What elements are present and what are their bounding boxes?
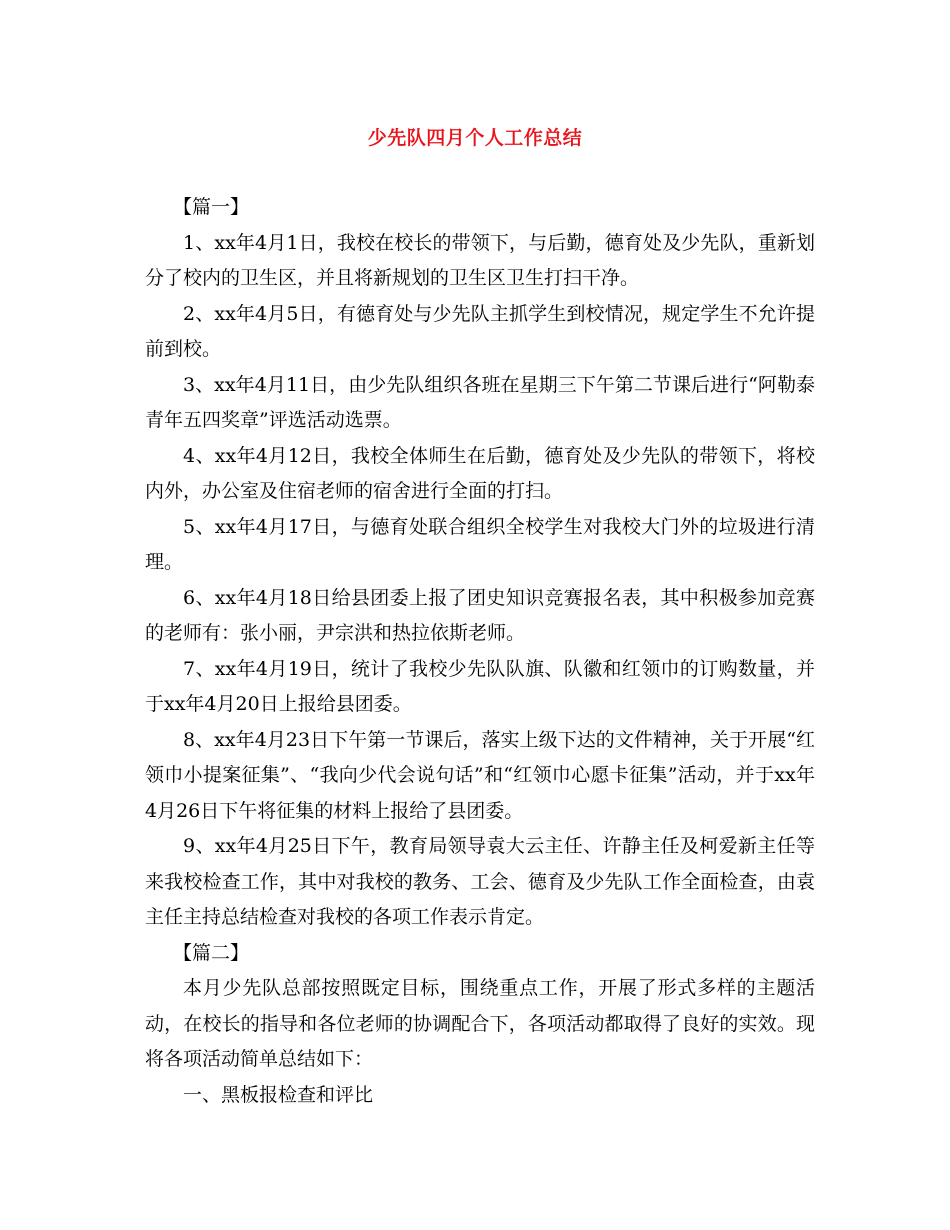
list-item: 6、xx年4月18日给县团委上报了团史知识竞赛报名表，其中积极参加竞赛的老师有：张小丽，尹宗洪和热拉依斯老师。 [145, 586, 815, 644]
section2-subheading: 一、黑板报检查和评比 [183, 1083, 374, 1106]
list-item: 8、xx年4月23日下午第一节课后，落实上级下达的文件精神，关于开展“红领巾小提案征集”、“我向少代会说句话”和“红领巾心愿卡征集”活动，并于xx年4月26日下午将征集的材料上报给了县团委。 [145, 728, 815, 822]
list-item: 9、xx年4月25日下午，教育局领导袁大云主任、许静主任及柯爱新主任等来我校检查工作，其中对我校的教务、工会、德育及少先队工作全面检查，由袁主任主持总结检查对我校的各项工作表示肯定。 [145, 835, 815, 928]
list-item: 4、xx年4月12日，我校全体师生在后勤，德育处及少先队的带领下，将校内外，办公室及住宿老师的宿舍进行全面的打扫。 [145, 444, 815, 502]
list-item: 7、xx年4月19日，统计了我校少先队队旗、队徽和红领巾的订购数量，并于xx年4月20日上报给县团委。 [145, 657, 815, 715]
section-heading-1: 【篇一】 [173, 196, 250, 218]
list-item: 2、xx年4月5日，有德育处与少先队主抓学生到校情况，规定学生不允许提前到校。 [145, 302, 815, 360]
section-heading-2: 【篇二】 [173, 941, 250, 964]
section2-intro-paragraph: 本月少先队总部按照既定目标，围绕重点工作，开展了形式多样的主题活动，在校长的指导和各位老师的协调配合下，各项活动都取得了良好的实效。现将各项活动简单总结如下： [145, 977, 815, 1070]
list-item: 3、xx年4月11日，由少先队组织各班在星期三下午第二节课后进行“阿勒泰青年五四奖章”评选活动选票。 [145, 373, 815, 431]
list-item: 5、xx年4月17日，与德育处联合组织全校学生对我校大门外的垃圾进行清理。 [145, 515, 815, 573]
document-body [145, 190, 815, 1113]
document-title: 少先队四月个人工作总结 [367, 127, 583, 149]
list-item: 1、xx年4月1日，我校在校长的带领下，与后勤，德育处及少先队，重新划分了校内的卫生区，并且将新规划的卫生区卫生打扫干净。 [145, 231, 815, 289]
